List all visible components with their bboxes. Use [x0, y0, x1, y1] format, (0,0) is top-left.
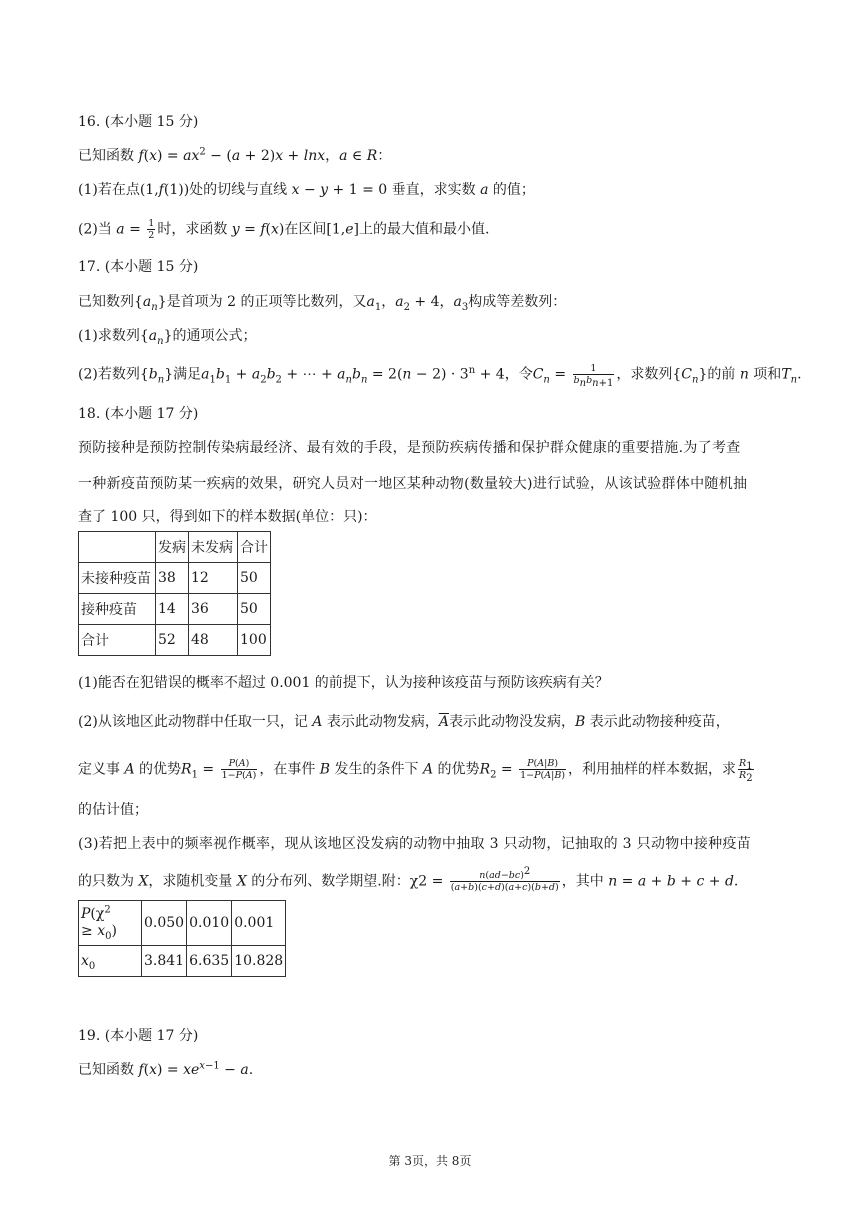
q18-p2l2-c: ，在事件 [259, 761, 320, 778]
table-cell: 0.010 [187, 901, 232, 946]
q16-intro-text-a: 已知函数 [78, 148, 139, 164]
q18-p2l2-f: ，利用抽样的样本数据，求 [568, 761, 737, 778]
q18-p2-b: 表示此动物发病， [322, 714, 439, 730]
q18-p2-a: (2)从该地区此动物群中任取一只，记 [78, 714, 313, 730]
q17-intro-a: 已知数列 [78, 294, 134, 310]
table-cell: 100 [238, 625, 271, 656]
q17-header: 17. (本小题 15 分) [78, 259, 199, 275]
table-row [79, 901, 286, 946]
page-footer: 第 3页，共 8页 [388, 1154, 472, 1168]
q16-header: 16. (本小题 15 分) [78, 114, 199, 130]
table-cell: 3.841 [142, 946, 187, 977]
q18-p2-c: 表示此动物没发病， [448, 714, 575, 730]
q16-p1-c: 垂直，求实数 [387, 182, 481, 198]
q18-part3-line2: 的只数为 X，求随机变量 X 的分布列、数学期望.附：χ2 = $\frac{n(ad-bc)^2}{(a+b)(c+d)(a+c)(b+d)}$ ，其中 n = a + b + c + d. [78, 865, 739, 893]
q19-header: 19. (本小题 17 分) [78, 1028, 199, 1044]
q18-header: 18. (本小题 17 分) [78, 406, 199, 422]
q17-intro-b: 是首项为 2 的正项等比数列，又 [166, 294, 367, 310]
q18-para-line3: 查了 100 只，得到如下的样本数据(单位：只)： [78, 509, 377, 525]
q16-part2: (2)当 a = $\frac{1}{2}$ 时，求函数 y = f(x)在区间[1,e]上的最大值和最小值. [78, 218, 490, 241]
table-cell: 合计 [238, 532, 271, 563]
q17-p2-a: (2)若数列 [78, 366, 140, 383]
q18-p3l2-d: ，其中 [561, 873, 609, 890]
table-cell: 接种疫苗 [79, 594, 156, 625]
q18-part2-line2: 定义事 A 的优势$R_1$ = $\frac{P(A)}{1-P(A)}$ ，在事件 B 发生的条件下 A 的优势$R_2$ = $\frac{P(A|B)}{1-P(A|B)}$ ，利用抽样的样本数据，求 $\frac{R_1}{R_2}$ [78, 758, 753, 784]
q17-intro-e: 构成等差数列： [468, 294, 567, 310]
table-cell: 10.828 [232, 946, 286, 977]
q19-intro-b: . [248, 1062, 254, 1078]
table-cell: 0.050 [142, 901, 187, 946]
q17-p2-b: 满足 [173, 366, 202, 383]
table-cell: 合计 [79, 625, 156, 656]
table-cell: 50 [238, 594, 271, 625]
q17-p1-b: 的通项公式； [172, 328, 257, 344]
q16-intro-text-b: ， [325, 148, 340, 164]
q18-p2l2-b: 的优势 [134, 761, 182, 778]
q16-intro-text-c: ： [377, 148, 392, 164]
q16-part1: (1)若在点(1,f(1))处的切线与直线 x − y + 1 = 0 垂直，求实数 a 的值； [78, 182, 535, 198]
q18-part2-line1: (2)从该地区此动物群中任取一只，记 A 表示此动物发病，$\overline{A}$表示此动物没发病，B 表示此动物接种疫苗， [78, 714, 730, 730]
table-cell: 发病 [156, 532, 189, 563]
q17-p2-g: . [797, 366, 802, 383]
q16-p2-a: (2)当 [78, 221, 117, 238]
table-cell: 14 [156, 594, 189, 625]
q16-p2-b: 时，求函数 [157, 221, 232, 238]
table-cell: 52 [156, 625, 189, 656]
table-cell: 48 [189, 625, 238, 656]
table-cell: 0.001 [232, 901, 286, 946]
q17-intro-c: ， [381, 294, 396, 310]
table-cell: 6.635 [187, 946, 232, 977]
q17-part1: (1)求数列$\{a_n\}$的通项公式； [78, 328, 257, 347]
q16-p1-d: 的值； [488, 182, 535, 198]
table-row [79, 946, 286, 977]
q18-p3l2-a: 的只数为 [78, 873, 139, 890]
q17-p1-a: (1)求数列 [78, 328, 140, 344]
q18-p2l2-a: 定义事 [78, 761, 125, 778]
q16-intro: 已知函数 $f(x) = ax^2 - (a + 2)x + \ln x$，a ∈ R： [78, 146, 392, 164]
q16-p1-b: 处的切线与直线 [189, 182, 292, 198]
q17-part2: (2)若数列$\{b_n\}$满足$a_1b_1 + a_2b_2$ + ⋯ + $a_nb_n = 2(n - 2) \cdot 3^n + 4$，令$C_n$ = $\frac{1}{b_nb_{n+1}}$ ，求数列$\{C_n\}$的前 n 项和$T_n$. [78, 363, 802, 389]
q17-intro-d: ， [439, 294, 454, 310]
table-row [79, 625, 271, 656]
q16-p2-c: 在区间 [284, 221, 327, 238]
q18-part2-line3: 的估计值； [78, 802, 148, 818]
q16-p1-a: (1)若在点 [78, 182, 140, 198]
q17-p2-e: 的前 [707, 366, 740, 383]
q18-para-line1: 预防接种是预防控制传染病最经济、最有效的手段，是预防疾病传播和保护群众健康的重要措施.为了考查 [78, 440, 741, 456]
q17-p2-c: ，令 [504, 366, 533, 383]
q18-part1: (1)能否在犯错误的概率不超过 0.001 的前提下，认为接种该疫苗与预防该疾病有关？ [78, 675, 609, 691]
table-cell [79, 532, 156, 563]
q19-intro: 已知函数 $f(x) = xe^{x-1} - a$. [78, 1060, 254, 1078]
q18-p2l2-e: 的优势 [433, 761, 480, 778]
q17-p2-d: ，求数列 [616, 366, 673, 383]
table-cell: 12 [189, 563, 238, 594]
q18-para-line2: 一种新疫苗预防某一疾病的效果，研究人员对一地区某种动物(数量较大)进行试验，从该试验群体中随机抽 [78, 476, 748, 492]
q17-p2-f: 项和 [748, 366, 782, 383]
table-cell: 未发病 [189, 532, 238, 563]
sample-data-table [78, 531, 271, 656]
table-cell: 50 [238, 563, 271, 594]
q17-intro: 已知数列$\{a_n\}$是首项为 2 的正项等比数列，又$a_1$，$a_2 + 4$，$a_3$构成等差数列： [78, 294, 567, 313]
q18-p2l2-d: 发生的条件下 [330, 761, 423, 778]
q18-p3l2-c: 的分布列、数学期望.附： [246, 873, 410, 890]
q18-p3l2-e: . [733, 873, 739, 890]
q18-part3-line1: (3)若把上表中的频率视作概率，现从该地区没发病的动物中抽取 3 只动物，记抽取的 3 只动物中接种疫苗 [78, 836, 752, 852]
table-cell: 未接种疫苗 [79, 563, 156, 594]
table-cell: $x_0$ [79, 946, 142, 977]
table-cell: 38 [156, 563, 189, 594]
chi-square-table [78, 900, 286, 977]
table-row [79, 532, 271, 563]
q18-p2-d: 表示此动物接种疫苗， [585, 714, 730, 730]
q19-intro-a: 已知函数 [78, 1062, 139, 1078]
q18-p3l2-b: ，求随机变量 [148, 873, 237, 890]
table-cell: $P(\chi^2$ ≥ $x_0$) [79, 901, 142, 946]
q16-p2-d: 上的最大值和最小值. [358, 221, 490, 238]
table-row [79, 594, 271, 625]
table-cell: 36 [189, 594, 238, 625]
table-row [79, 563, 271, 594]
